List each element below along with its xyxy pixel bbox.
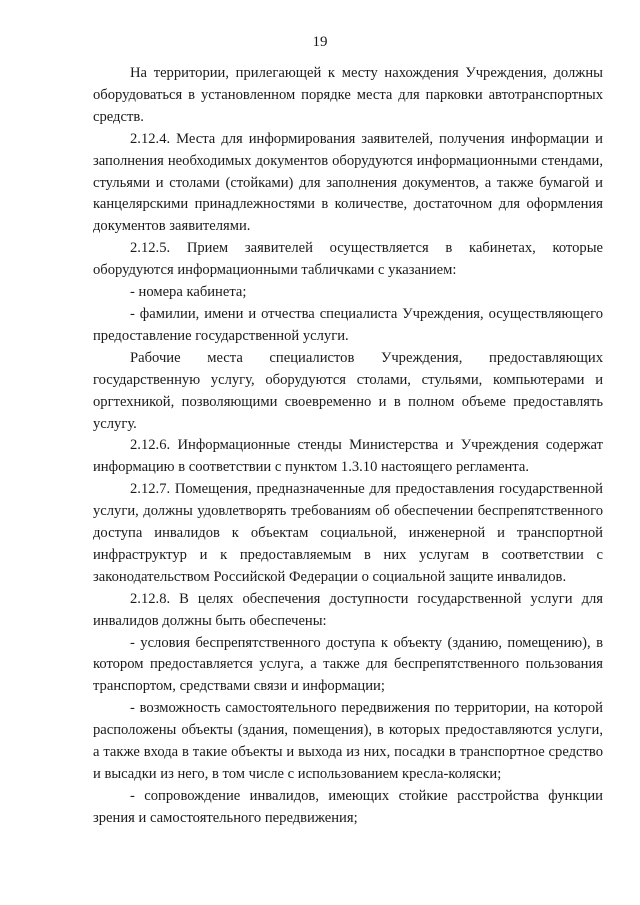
paragraph-workplaces: Рабочие места специалистов Учреждения, предоставляющих государственную услугу, оборудуются столами, стульями, компьютерами и оргтехникой, позволяющими своевременно и в полном объеме предоставлять услугу.	[93, 349, 603, 432]
page-number: 19	[312, 34, 328, 50]
paragraph-2-12-7: 2.12.7. Помещения, предназначенные для предоставления государственной услуги, должны удовлетворять требованиям об обеспечении беспрепятственного доступа инвалидов к объектам социальной, инженерной и транспортной инфраструктур и к предоставляемым в них услугам в соответствии с законодательством Российской Федерации о социальной защите инвалидов.	[93, 481, 603, 585]
list-item-specialist-name: - фамилии, имени и отчества специалиста Учреждения, осуществляющего предоставление государственной услуги.	[93, 305, 603, 344]
paragraph-2-12-5: 2.12.5. Прием заявителей осуществляется в кабинетах, которые оборудуются информационными табличками с указанием:	[93, 240, 603, 279]
list-item-room-number: - номера кабинета;	[130, 284, 247, 301]
paragraph-2-12-6: 2.12.6. Информационные стенды Министерства и Учреждения содержат информацию в соответствии с пунктом 1.3.10 настоящего регламента.	[93, 437, 603, 476]
list-item-escort: - сопровождение инвалидов, имеющих стойкие расстройства функции зрения и самостоятельного передвижения;	[93, 787, 603, 826]
paragraph-2-12-4: 2.12.4. Места для информирования заявителей, получения информации и заполнения необходимых документов оборудуются информационными стендами, стульями и столами (стойками) для заполнения документов, а также бумагой и канцелярскими принадлежностями в количестве, достаточном для оформления документов заявителями.	[93, 130, 603, 235]
paragraph-2-12-8: 2.12.8. В целях обеспечения доступности государственной услуги для инвалидов должны быть обеспечены:	[93, 590, 603, 629]
paragraph-parking: На территории, прилегающей к месту нахождения Учреждения, должны оборудоваться в установленном порядке места для парковки автотранспортных средств.	[93, 65, 603, 125]
document-body	[93, 63, 603, 830]
list-item-access-conditions: - условия беспрепятственного доступа к объекту (зданию, помещению), в котором предоставляется услуга, а также для беспрепятственного пользования транспортом, средствами связи и информации;	[93, 634, 603, 695]
list-item-independent-movement: - возможность самостоятельного передвижения по территории, на которой расположены объекты (здания, помещения), в которых предоставляются услуги, а также входа в такие объекты и выхода из них, посадки в транспортное средство и высадки из него, в том числе с использованием кресла-коляски;	[93, 700, 603, 782]
